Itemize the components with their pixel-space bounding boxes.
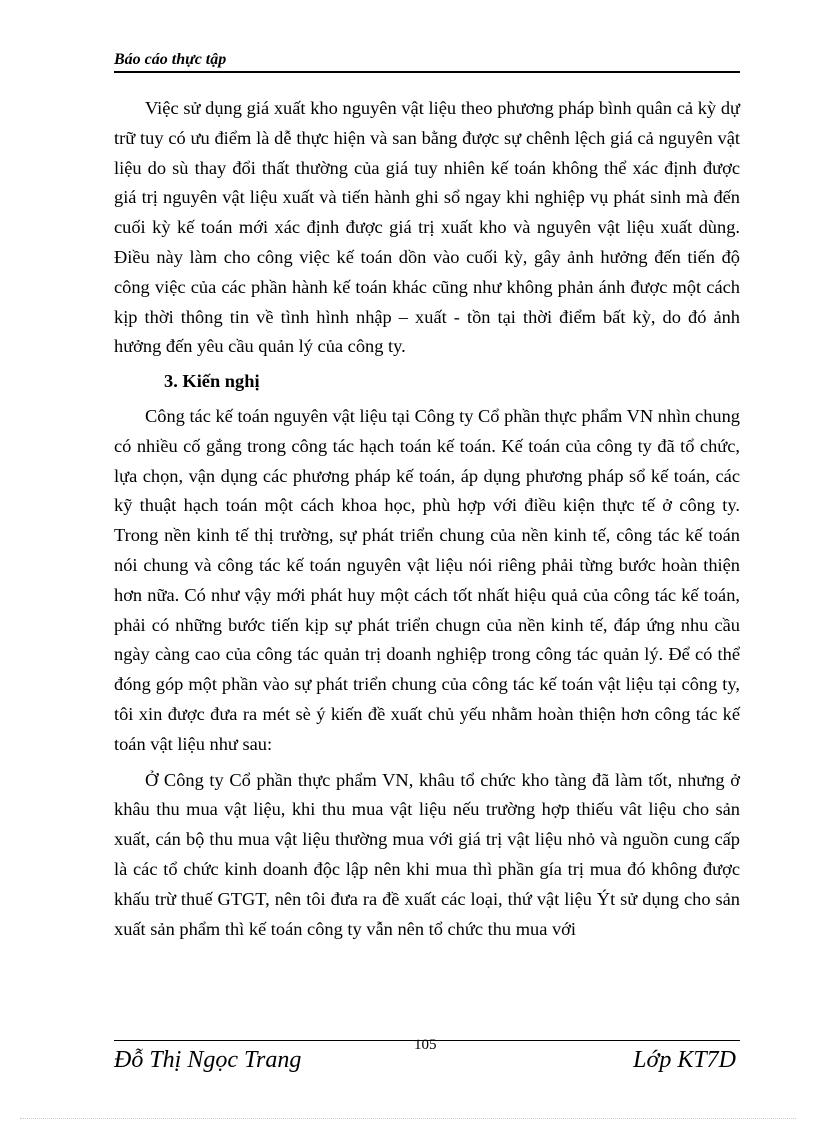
page-header <box>114 49 740 73</box>
page-footer <box>114 1037 740 1081</box>
footer-author: Đỗ Thị Ngọc Trang <box>114 1047 302 1073</box>
paragraph-2: Công tác kế toán nguyên vật liệu tại Công ty Cổ phần thực phẩm VN nhìn chung có nhiều cố gắng trong công tác hạch toán kế toán. Kế toán của công ty đã tổ chức, lựa chọn, vận dụng các phương pháp kế toán, áp dụng phương pháp sổ kế toán, các kỹ thuật hạch toán một cách khoa học, phù hợp với điều kiện thực tế ở công ty. Trong nền kinh tế thị trường, sự phát triển chung của nền kinh tế, công tác kế toán nói chung và công tác kế toán nguyên vật liệu nói riêng phải từng bước hoàn thiện hơn nữa. Có như vậy mới phát huy một cách tốt nhất hiệu quả của công tác kế toán, phải có những bước tiến kịp sự phát triển chugn của nền kinh tế, đáp ứng nhu cầu ngày càng cao của công tác quản trị doanh nghiệp trong công tác quản lý. Để có thể đóng góp một phần vào sự phát triển chung của công tác kế toán vật liệu tại công ty, tôi xin được đưa ra mét sè ý kiến đề xuất chủ yếu nhằm hoàn thiện hơn công tác kế toán vật liệu như sau: <box>114 405 740 754</box>
page-number: 105 <box>414 1037 437 1053</box>
section-heading: 3. Kiến nghị <box>164 371 260 392</box>
footer-class: Lớp KT7D <box>633 1047 736 1073</box>
document-body <box>114 94 740 944</box>
paragraph-3: Ở Công ty Cổ phần thực phẩm VN, khâu tổ chức kho tàng đã làm tốt, nhưng ở khâu thu mua vật liệu, khi thu mua vật liệu nếu trường hợp thiếu vât liệu cho sản xuất, cán bộ thu mua vật liệu thường mua với giá trị vật liệu nhỏ và nguồn cung cấp là các tổ chức kinh doanh độc lập nên khi mua thì phần gía trị mua đó không được khấu trừ thuế GTGT, nên tôi đưa ra đề xuất các loại, thứ vật liệu Ýt sử dụng cho sản xuất sản phẩm thì kế toán công ty vẫn nên tổ chức thu mua với <box>114 769 740 939</box>
header-title: Báo cáo thực tập <box>114 51 227 68</box>
paragraph-1: Việc sử dụng giá xuất kho nguyên vật liệu theo phương pháp bình quân cả kỳ dự trữ tuy có ưu điểm là dễ thực hiện và san bằng được sự chênh lệch giá cả nguyên vật liệu do sù thay đổi thất thường của giá tuy nhiên kế toán không thể xác định được giá trị nguyên vật liệu xuất và tiến hành ghi sổ ngay khi nghiệp vụ phát sinh mà đến cuối kỳ kế toán mới xác định được giá trị xuất kho và nguyên vật liệu xuất dùng. Điều này làm cho công việc kế toán dồn vào cuối kỳ, gây ảnh hưởng đến tiến độ công việc của các phần hành kế toán khác cũng như không phản ánh được một cách kịp thời thông tin về tình hình nhập – xuất - tồn tại thời điểm bất kỳ, do đó ảnh hưởng đến yêu cầu quản lý của công ty. <box>114 98 740 357</box>
page-edge-divider <box>20 1118 796 1119</box>
